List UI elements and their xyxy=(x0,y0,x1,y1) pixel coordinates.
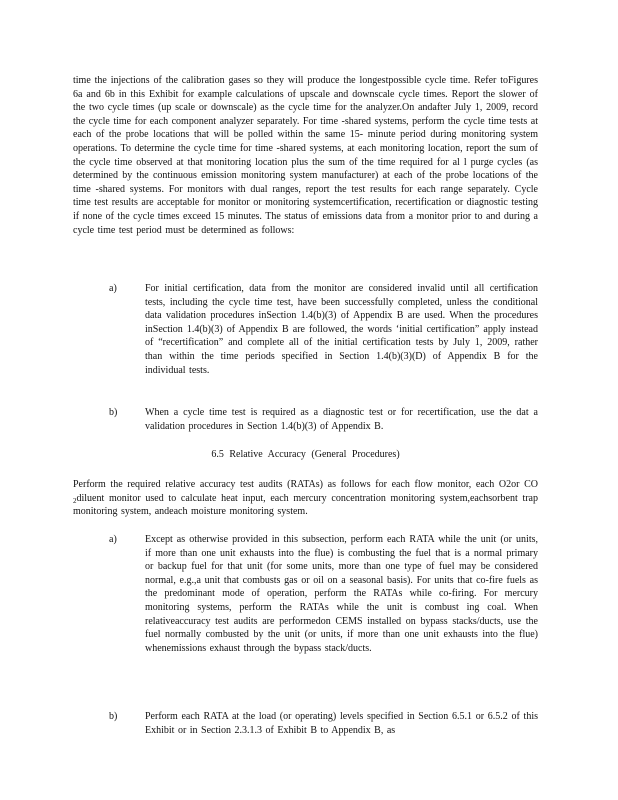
item-b-label: b) xyxy=(109,407,118,418)
co2-sub: 2 xyxy=(73,496,77,505)
rata-paragraph xyxy=(73,478,538,519)
item-c-label: a) xyxy=(109,534,117,545)
section-heading: 6.5 Relative Accuracy (General Procedures) xyxy=(211,449,400,460)
rata-text-3: diluent monitor used to calculate heat input, each mercury concentration monitoring system,eachsorbent trap monitoring system, andeach moisture monitoring system. xyxy=(73,492,538,518)
o2-sub: 2 xyxy=(506,479,512,490)
item-d-text: Perform each RATA at the load (or operating) levels specified in Section 6.5.1 or 6.5.2 of this Exhibit or in Section 2.3.1.3 of Exhibit B to Appendix B, as xyxy=(145,711,538,736)
rata-text-1: Perform the required relative accuracy test audits (RATAs) as follows for each flow monitor, each O xyxy=(73,479,507,490)
intro-paragraph: time the injections of the calibration gases so they will produce the longestpossible cycle time. Refer toFigures 6a and 6b in this Exhibit for example calculations of upscale and downscale cycle times. Report the slower of the two cycle times (up scale or downscale) as the cycle time for the analyzer.On andafter July 1, 2009, record the cycle time for each component analyzer separately. For time -shared systems, perform the cycle time tests at each of the probe locations that will be polled within the same 15- minute period during monitoring system operations. To determine the cycle time for time -shared systems, at each monitoring location, report the sum of the cycle time observed at that monitoring location plus the sum of the time required for al l purge cycles (as determined by the continuous emission monitoring system manufacturer) at each of the probe locations of the time -shared systems. For monitors with dual ranges, report the test results for each range separately. Cycle time test results are acceptable for monitor or monitoring systemcertification, recertification or diagnostic testing if none of the cycle times exceed 15 minutes. The status of emissions data from a monitor prior to and during a cycle time test period must be determined as follows: xyxy=(73,75,538,236)
item-a-text: For initial certification, data from the monitor are considered invalid until all certification tests, including the cycle time test, have been successfully completed, unless the conditional data validation procedures inSection 1.4(b)(3) of Appendix B are used. When the procedures inSection 1.4(b)(3) of Appendix B are followed, the words ‘initial certification” apply instead of “recertification” and complete all of the initial certification tests by July 1, 2009, rather than within the time periods specified in Section 1.4(b)(3)(D) of Appendix B for the individual tests. xyxy=(145,283,538,376)
rata-text-2: or CO xyxy=(511,479,538,490)
item-b-text: When a cycle time test is required as a diagnostic test or for recertification, use the dat a validation procedures in Section 1.4(b)(3) of Appendix B. xyxy=(145,407,538,432)
item-c-text: Except as otherwise provided in this subsection, perform each RATA while the unit (or units, if more than one unit exhausts into the flue) is combusting the fuel that is a normal primary or backup fuel for that unit (for some units, more than one type of fuel may be considered normal, e.g.,a unit that combusts gas or oil on a seasonal basis). For units that co-fire fuels as the predominant mode of operation, perform the RATAs while co-firing. For mercury monitoring systems, perform the RATAs while the unit is combust ing coal. When relativeaccuracy test audits are performedon CEMS installed on bypass stacks/ducts, use the fuel normally combusted by the unit (or units, if more than one unit exhausts into the flue) whenemissions exhaust through the bypass stack/ducts. xyxy=(145,534,538,654)
item-a-label: a) xyxy=(109,283,117,294)
item-d-label: b) xyxy=(109,711,118,722)
